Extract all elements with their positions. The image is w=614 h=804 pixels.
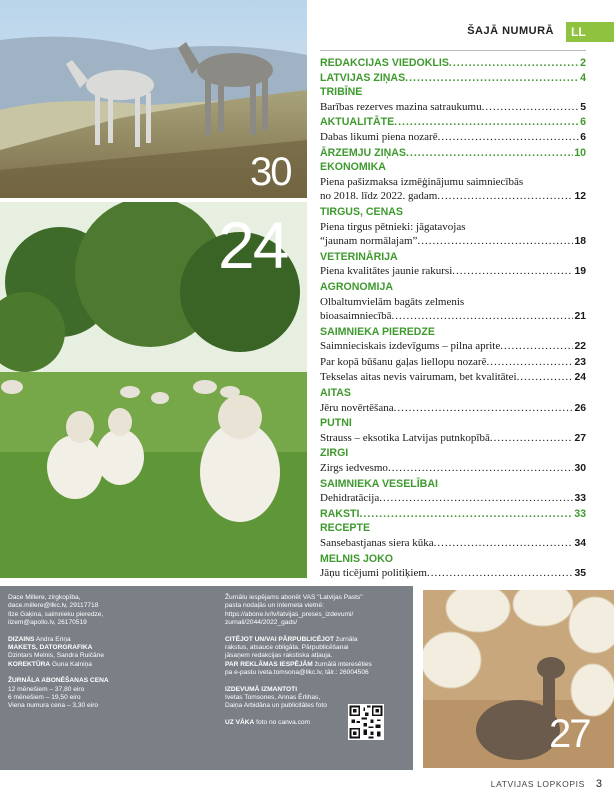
contents-article[interactable] [320,264,586,280]
proof-credit: KOREKTŪRA Guna Kalniņa [8,660,92,668]
editor-contact: dace.millere@llkc.lv, 29117718 [8,602,99,610]
article-title: no 2018. līdz 2022. gadam [320,190,438,203]
page-reference: 23 [574,356,586,368]
contents-section[interactable] [320,205,586,220]
contents-article[interactable] [320,175,586,190]
cite-notice-text: jāsaņem redakcijas rakstiska atļauja. [225,652,333,660]
page-reference: 19 [574,266,586,278]
contents-article[interactable] [320,339,586,355]
contents-title: ŠAJĀ NUMURĀ [467,25,554,37]
article-title: Piena tirgus pētnieki: jāgatavojas [320,220,466,233]
contents-section[interactable] [320,85,586,100]
design-credit: DIZAINS Andra Eriņa [8,635,71,643]
page-number-overlay: 27 [549,712,590,756]
page-reference: 26 [574,402,586,414]
contents-section[interactable] [320,71,586,86]
page-reference: 35 [574,568,586,580]
section-label: RAKSTI [320,507,360,520]
contents-article[interactable] [320,566,586,582]
section-label: AITAS [320,387,351,400]
section-label: VETERINĀRIJA [320,250,398,263]
leader-dots [394,115,579,130]
leader-dots [437,189,573,204]
ads-contact: pa e-pastu iveta.tomsona@llkc.lv, tālr.: 26004506 [225,669,369,677]
leader-dots [394,401,574,416]
contents-section[interactable] [320,446,586,461]
ads-notice: PAR REKLĀMAS IESPĒJĀM žurnālā interesēties [225,660,372,668]
article-title: Saimnieciskais izdevīgums – pilna aprite [320,340,501,353]
page-number: 3 [595,778,602,790]
layout-credit-names: Dzintars Melnis, Sandra Ruičāne [8,652,105,660]
leader-dots [482,100,580,115]
price-title: ŽURNĀLA ABONĒŠANAS CENA [8,677,109,685]
leader-dots [417,234,573,249]
section-label: REDAKCIJAS VIEDOKLIS [320,57,449,69]
contents-section[interactable] [320,115,586,130]
contents-section[interactable] [320,250,586,265]
contents-article[interactable] [320,130,586,146]
page-reference: 4 [580,71,586,84]
contents-section[interactable] [320,386,586,401]
leader-dots [391,309,573,324]
article-title: Sansebastjanas siera kūka [320,537,434,549]
page-number-overlay: 30 [250,150,291,194]
section-label: EKONOMIKA [320,161,386,174]
subscribe-link[interactable]: https://abone.lv/lv/latvijas_preses_izdevumi/ [225,610,354,618]
editor-name: Dace Millere, zirgkopība, [8,594,81,601]
leader-dots [486,355,573,370]
contents-section[interactable] [320,507,586,522]
contents-article[interactable] [320,189,586,205]
section-label: SAIMNIEKA PIEREDZE [320,325,435,338]
page-reference: 5 [580,101,586,113]
leader-dots [359,507,573,522]
page-reference: 21 [574,311,586,323]
subscribe-text: pasta nodaļās un interneta vietnē: [225,602,324,610]
table-of-contents [320,56,586,582]
article-title: Jēru novērtēšana [320,401,394,414]
article-title: Piena pašizmaksa izmēģinājumu saimniecībās [320,175,524,188]
editor2-name: Ilze Gaķina, saimnieku pieredze, [8,610,104,618]
article-title: Zirgs iedvesmo [320,462,388,475]
leader-dots [388,461,574,476]
article-title: Dehidratācija [320,492,380,505]
photo-credits: Daiņa Arbidāna un publicitātes foto [225,702,327,710]
contents-article[interactable] [320,295,586,310]
leader-dots [427,566,574,581]
divider [320,50,586,51]
page-reference: 2 [580,57,586,69]
contents-section[interactable] [320,477,586,492]
page-reference: 30 [574,463,586,475]
section-label: RECEPTE [320,522,371,535]
article-title: Par kopā būšanu gaļas liellopu nozarē [320,355,487,368]
editor2-contact: ilzem@apollo.lv, 26170519 [8,619,87,627]
page-reference: 6 [580,116,586,129]
layout-credit: MAKETS, DATORGRAFIKA [8,644,93,652]
page-reference: 27 [574,432,586,444]
price-line: 6 mēnešiem – 19,50 eiro [8,694,81,702]
leader-dots [438,130,580,145]
contents-section[interactable] [320,416,586,431]
article-title: “jaunam normālajam” [320,235,418,248]
leader-dots [405,71,579,86]
leader-dots [452,264,573,279]
imprint-column-left [8,594,208,711]
contents-article[interactable] [320,370,586,386]
page-number-overlay: 24 [218,208,288,282]
article-title: Piena kvalitātes jaunie rakursi [320,265,453,278]
qr-code-icon[interactable] [348,704,384,740]
page-reference: 10 [574,146,586,159]
contents-section[interactable] [320,325,586,340]
section-label: ZIRGI [320,447,349,460]
article-title: Olbaltumvielām bagāts zelmenis [320,295,465,308]
page-reference: 34 [574,538,586,549]
photo-credits-title: IZDEVUMĀ IZMANTOTI [225,685,298,693]
price-line: 12 mēnešiem – 37,80 eiro [8,685,85,693]
sheep-photo [0,202,307,578]
price-line: Viena numura cena – 3,30 eiro [8,702,99,710]
contents-article[interactable] [320,536,586,552]
section-label: AKTUALITĀTE [320,116,395,129]
contents-article[interactable] [320,234,586,250]
leader-dots [379,491,573,506]
page-reference: 24 [574,372,586,384]
contents-article[interactable] [320,461,586,477]
section-label: MELNIS JOKO [320,552,393,565]
contents-article[interactable] [320,309,586,325]
page-footer [491,778,602,792]
contents-header [320,22,614,42]
page-reference: 12 [574,191,586,203]
cite-notice: CITĒJOT UN/VAI PĀRPUBLICĒJOT žurnāla [225,635,358,643]
contents-section[interactable] [320,521,586,536]
horses-photo [0,0,307,198]
contents-article[interactable] [320,220,586,235]
contents-article[interactable] [320,431,586,447]
section-label: SAIMNIEKA VESELĪBAI [320,477,438,490]
article-title: Dabas likumi piena nozarē [320,130,438,143]
photo-credits: Ivetas Tomsones, Annas Ērlihas, [225,694,321,702]
section-label: TIRGUS, CENAS [320,205,403,218]
section-label: ĀRZEMJU ZIŅAS [320,146,406,159]
page-reference: 22 [574,341,586,353]
section-label: TRIBĪNE [320,86,363,99]
article-title: Jāņu ticējumi politiķiem [320,567,427,580]
leader-dots [449,56,579,71]
article-title: Tekselas aitas nevis vairumam, bet kvalitātei [320,371,517,384]
section-label: PUTNI [320,417,352,430]
leader-dots [490,431,574,446]
leader-dots [406,146,573,161]
leader-dots [517,370,574,385]
article-title: Barības rezerves mazina satraukumu [320,100,482,113]
cite-notice-text: rakstus, atsauce obligāta. Pārpublicēšanai [225,644,349,652]
magazine-name: LATVIJAS LOPKOPIS [490,779,585,789]
leader-dots [434,536,574,551]
ostrich-photo [423,590,614,768]
page-reference: 33 [574,493,586,505]
contents-section[interactable] [320,160,586,175]
contents-section[interactable] [320,552,586,567]
article-title: Strauss – eksotika Latvijas putnkopībā [320,431,490,444]
contents-section[interactable] [320,56,586,71]
contents-article[interactable] [320,100,586,116]
section-label: AGRONOMIJA [320,280,393,293]
article-title: bioasaimniecībā [320,310,392,323]
page-reference: 33 [574,507,586,520]
contents-article[interactable] [320,355,586,371]
page-reference: 18 [574,236,586,248]
subscribe-text: Žurnālu iespējams abonēt VAS "Latvijas Pasts" [225,594,363,601]
subscribe-link[interactable]: zurnali/2044/2022_gads/ [225,619,298,627]
contents-article[interactable] [320,491,586,507]
section-label: LATVIJAS ZIŅAS [320,71,406,84]
contents-section[interactable] [320,146,586,161]
cover-credit: UZ VĀKA foto no canva.com [225,718,311,726]
contents-section[interactable] [320,280,586,295]
contents-article[interactable] [320,401,586,417]
page-reference: 6 [580,131,586,143]
magazine-logo: LL [566,22,614,42]
imprint-box [0,586,413,770]
leader-dots [500,339,573,354]
